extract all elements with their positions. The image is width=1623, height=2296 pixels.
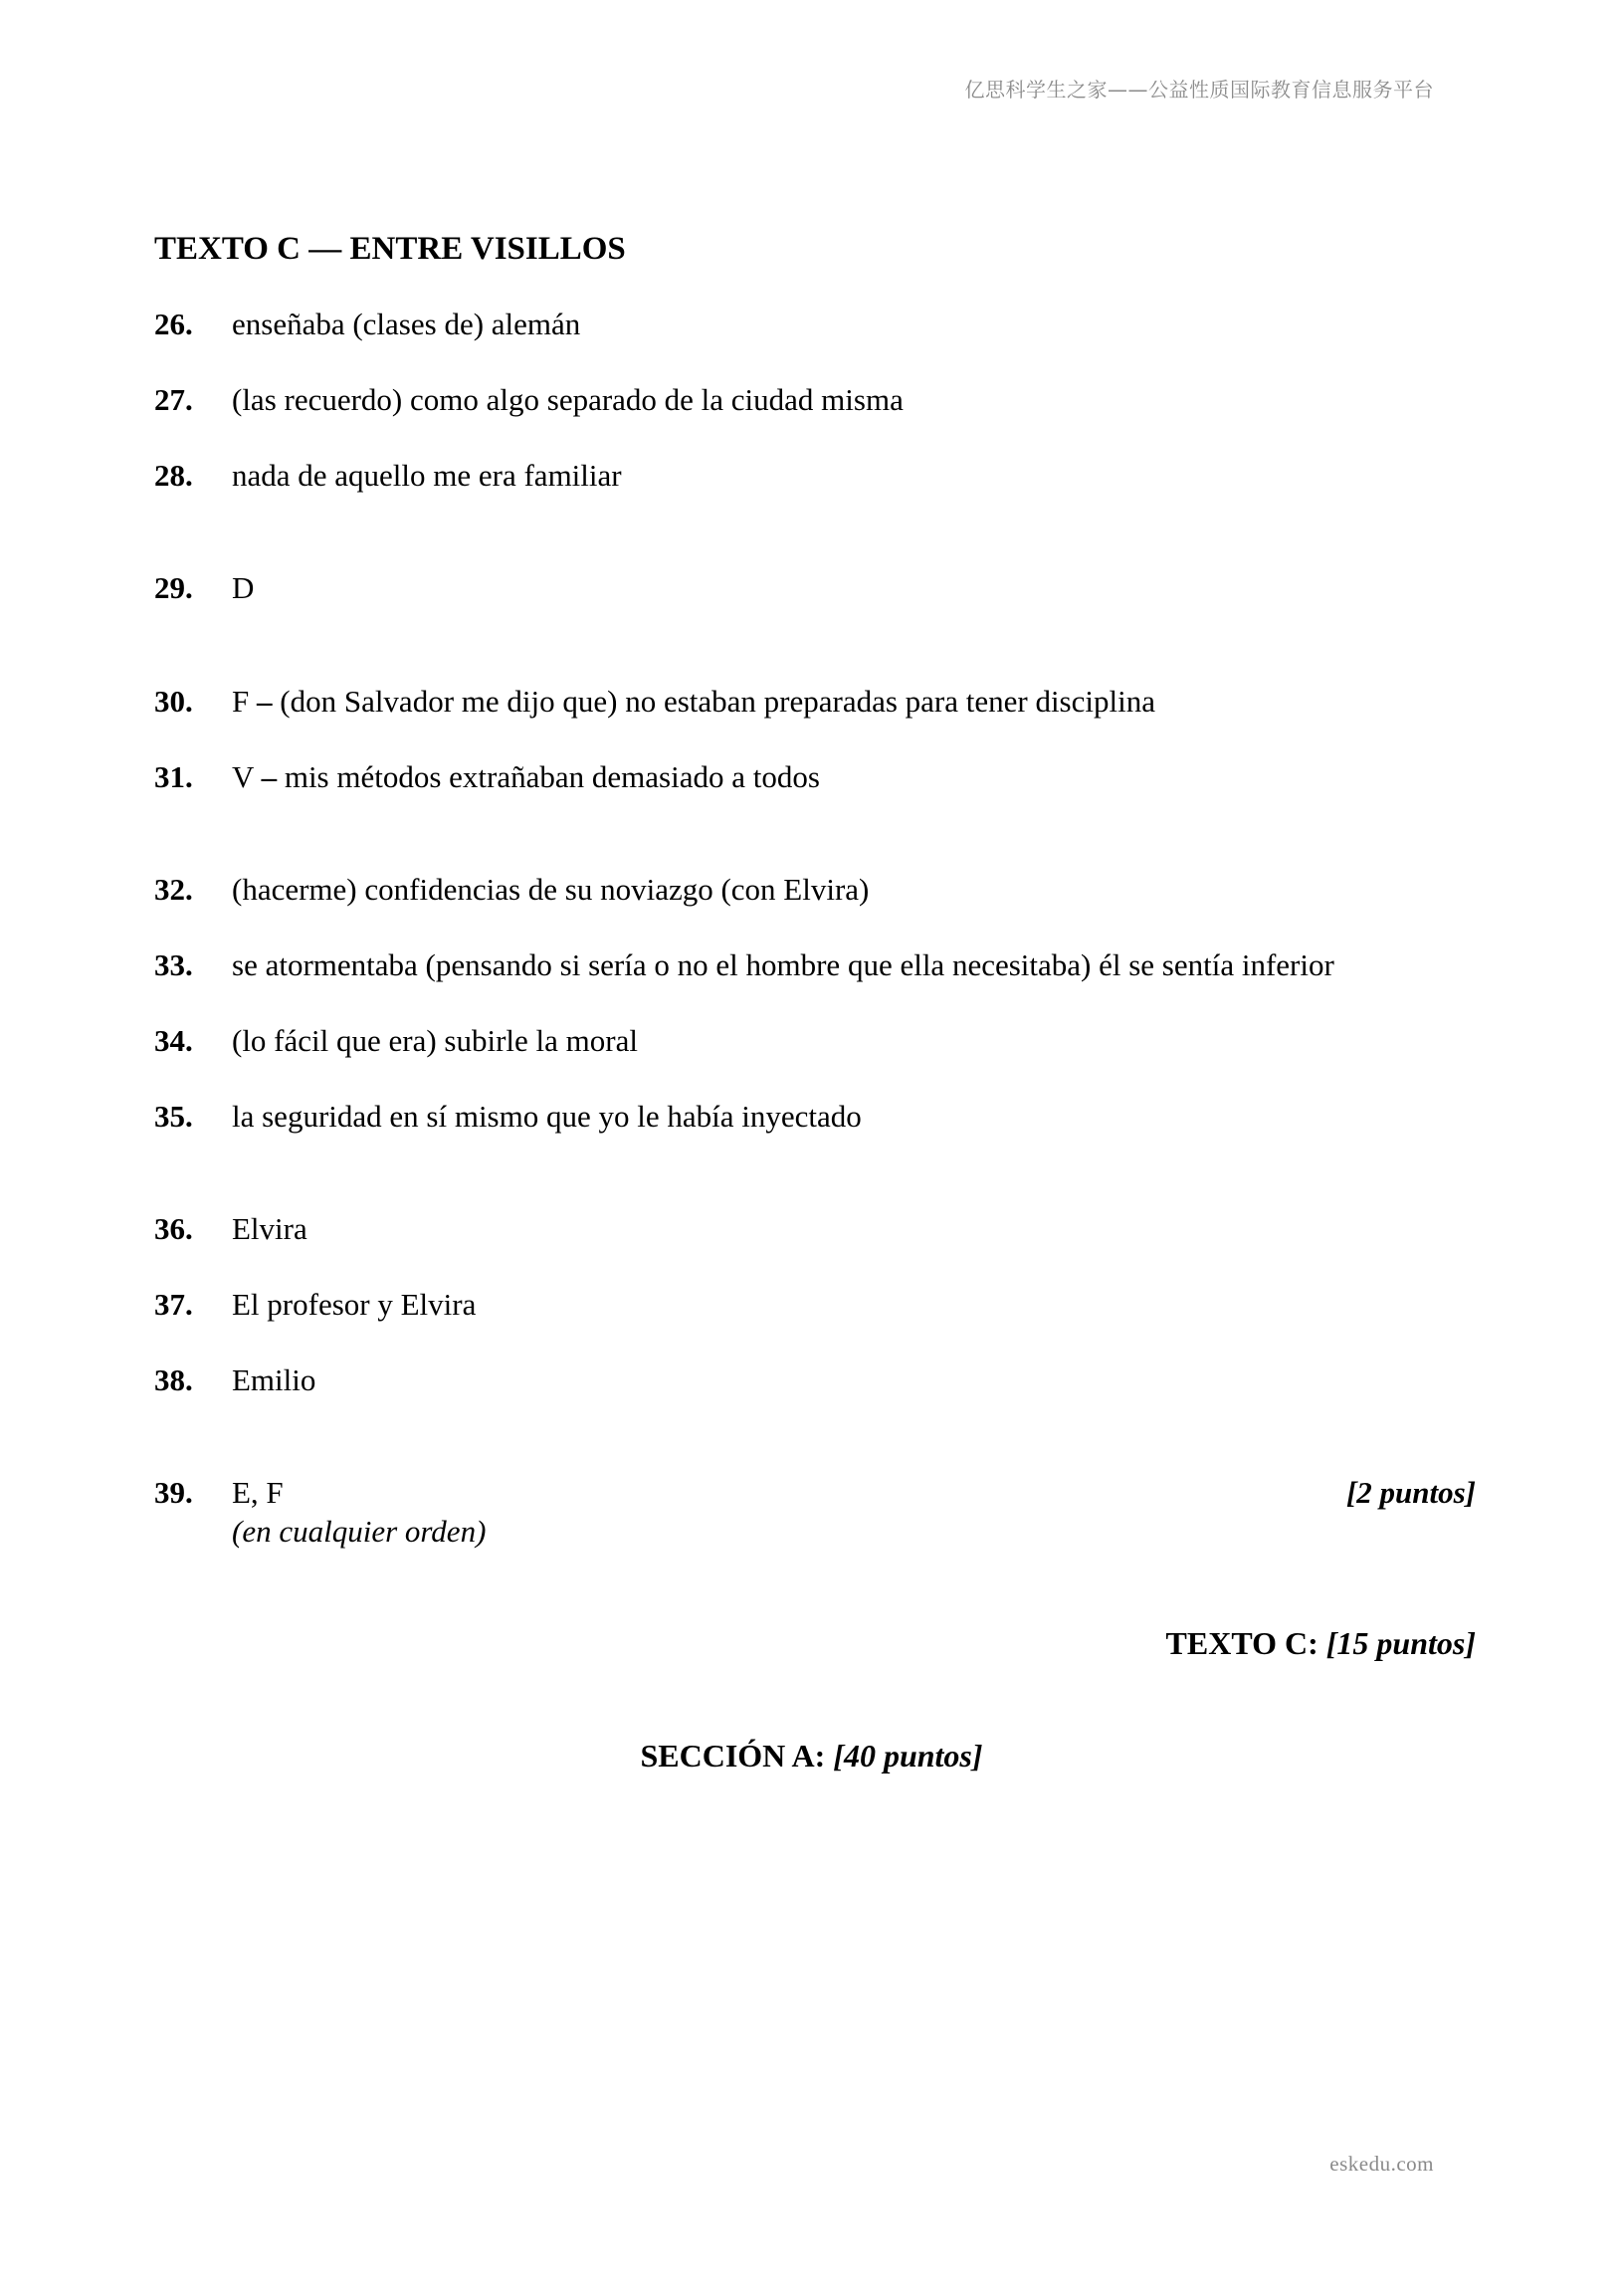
texto-total-value: [15 puntos] — [1325, 1625, 1476, 1661]
answer-number: 29. — [154, 570, 193, 605]
answer-number: 31. — [154, 759, 193, 794]
answer-item-34 — [154, 1021, 638, 1061]
answer-number: 30. — [154, 684, 193, 719]
texto-total-label: TEXTO C: — [1165, 1625, 1319, 1661]
answer-number: 33. — [154, 947, 193, 982]
header-watermark: 亿思科学生之家——公益性质国际教育信息服务平台 — [964, 78, 1434, 102]
answer-dash: – — [257, 684, 273, 719]
answer-item-27 — [154, 380, 904, 420]
answer-item-38 — [154, 1360, 315, 1400]
answer-item-35 — [154, 1097, 862, 1137]
answer-item-30 — [154, 682, 1155, 722]
answer-text: (las recuerdo) como algo separado de la ciudad misma — [232, 382, 904, 417]
answer-number: 28. — [154, 458, 193, 493]
answer-number: 36. — [154, 1211, 193, 1246]
answer-truth-value: V — [232, 759, 254, 794]
answer-item-31 — [154, 757, 820, 797]
answer-item-32 — [154, 870, 869, 910]
answer-text: Emilio — [232, 1362, 316, 1397]
footer-watermark: eskedu.com — [1329, 2152, 1434, 2176]
answer-item-28 — [154, 456, 622, 496]
answer-dash: – — [261, 759, 278, 794]
answer-number: 35. — [154, 1099, 193, 1134]
answer-text: la seguridad en sí mismo que yo le había inyectado — [232, 1099, 862, 1134]
answer-item-26 — [154, 305, 580, 344]
answer-text: El profesor y Elvira — [232, 1287, 477, 1322]
answer-number: 37. — [154, 1287, 193, 1322]
answer-text: Elvira — [232, 1211, 307, 1246]
answer-number: 34. — [154, 1023, 193, 1058]
answer-text: D — [232, 570, 255, 605]
answer-text: (lo fácil que era) subirle la moral — [232, 1023, 638, 1058]
answer-item-37 — [154, 1285, 476, 1325]
section-total — [0, 1736, 1623, 1775]
answer-number: 32. — [154, 872, 193, 907]
answer-text: mis métodos extrañaban demasiado a todos — [284, 759, 820, 794]
answer-truth-value: F — [232, 684, 250, 719]
answer-text: se atormentaba (pensando si sería o no el hombre que ella necesitaba) él se sentía inferior — [232, 947, 1334, 982]
answer-item-39 — [154, 1473, 284, 1513]
answer-number: 39. — [154, 1475, 193, 1510]
answer-text: nada de aquello me era familiar — [232, 458, 622, 493]
section-total-label: SECCIÓN A: — [640, 1738, 826, 1774]
answer-item-33 — [154, 945, 1334, 985]
section-heading: TEXTO C — ENTRE VISILLOS — [154, 231, 626, 267]
answer-text: enseñaba (clases de) alemán — [232, 307, 581, 341]
texto-total — [1166, 1623, 1476, 1663]
answer-number: 38. — [154, 1362, 193, 1397]
answer-item-36 — [154, 1209, 307, 1249]
answer-number: 26. — [154, 307, 193, 341]
answer-item-29 — [154, 568, 254, 608]
points-label: [2 puntos] — [1345, 1475, 1476, 1510]
answer-text: (don Salvador me dijo que) no estaban preparadas para tener disciplina — [280, 684, 1155, 719]
section-total-value: [40 puntos] — [833, 1738, 983, 1774]
answer-note: (en cualquier orden) — [232, 1514, 487, 1549]
answer-text: E, F — [232, 1475, 284, 1510]
answer-text: (hacerme) confidencias de su noviazgo (con Elvira) — [232, 872, 870, 907]
answer-number: 27. — [154, 382, 193, 417]
